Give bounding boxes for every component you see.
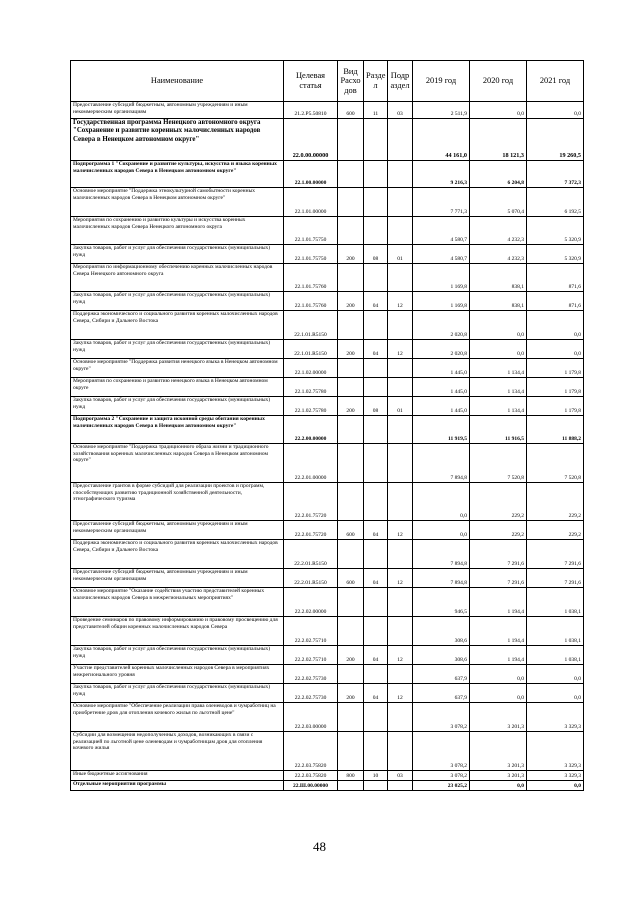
cell-2019: 7 771,3 — [413, 188, 470, 217]
cell-subsection — [388, 188, 413, 217]
cell-expense-kind — [338, 217, 364, 245]
cell-name: Иные бюджетные ассигнования — [71, 771, 284, 781]
cell-2021: 1 179,8 — [527, 359, 584, 378]
cell-subsection: 01 — [388, 245, 413, 264]
cell-2019: 0,0 — [413, 483, 470, 521]
cell-section — [364, 483, 388, 521]
cell-subsection: 12 — [388, 292, 413, 311]
cell-2020: 6 204,8 — [470, 161, 527, 188]
table-row — [71, 665, 584, 684]
cell-2019: 946,5 — [413, 588, 470, 617]
cell-name: Предоставление субсидий бюджетным, автономным учреждениям и иным некоммерческим организациям — [71, 102, 284, 119]
cell-target-article: 22.2.01.R5150 — [284, 540, 338, 569]
cell-2021: 1 038,1 — [527, 617, 584, 646]
table-row — [71, 311, 584, 340]
cell-section: 10 — [364, 771, 388, 781]
cell-2020: 1 134,4 — [470, 378, 527, 397]
table-row — [71, 188, 584, 217]
table-row — [71, 245, 584, 264]
cell-expense-kind — [338, 703, 364, 732]
cell-subsection: 12 — [388, 521, 413, 540]
cell-2020: 7 520,8 — [470, 444, 527, 483]
cell-2020: 3 201,3 — [470, 732, 527, 771]
cell-2019: 1 445,0 — [413, 359, 470, 378]
cell-name: Подпрограмма 1 "Сохранение и развитие культуры, искусства и языка коренных малочисленных народов Севера в Ненецком автономном округе" — [71, 161, 284, 188]
cell-2019: 1 169,8 — [413, 264, 470, 292]
cell-subsection — [388, 217, 413, 245]
cell-name: Мероприятия по сохранению и развитию ненецкого языка в Ненецком автономном округе — [71, 378, 284, 397]
cell-2020: 0,0 — [470, 684, 527, 703]
cell-target-article: 22.1.00.00000 — [284, 161, 338, 188]
column-header-name: Наименование — [71, 61, 284, 102]
cell-name: Основное мероприятие "Оказание содействия участию представителей коренных малочисленных народов Севера в межрегиональных мероприятиях" — [71, 588, 284, 617]
cell-name: Основное мероприятие "Поддержка традиционного образа жизни и традиционного хозяйствования коренных малочисленных народов Севера в Ненецком автономном округе" — [71, 444, 284, 483]
cell-section — [364, 665, 388, 684]
cell-section — [364, 416, 388, 444]
cell-2019: 44 161,0 — [413, 119, 470, 161]
cell-subsection: 03 — [388, 771, 413, 781]
cell-name: Поддержка экономического и социального развития коренных малочисленных народов Севера, Сибири и Дальнего Востока — [71, 540, 284, 569]
column-header-subsection: Подр аздел — [388, 61, 413, 102]
cell-target-article: 22.1.01.R5150 — [284, 340, 338, 359]
cell-expense-kind — [338, 483, 364, 521]
cell-subsection: 03 — [388, 102, 413, 119]
cell-2020: 0,0 — [470, 665, 527, 684]
cell-subsection — [388, 416, 413, 444]
table-row — [71, 416, 584, 444]
cell-2019: 3 078,2 — [413, 703, 470, 732]
cell-target-article: 22.2.01.R5150 — [284, 569, 338, 588]
cell-expense-kind: 600 — [338, 102, 364, 119]
cell-2021: 871,6 — [527, 264, 584, 292]
cell-2021: 229,2 — [527, 483, 584, 521]
cell-2021: 7 291,6 — [527, 540, 584, 569]
cell-2019: 1 445,0 — [413, 397, 470, 416]
cell-target-article: 22.2.01.75720 — [284, 483, 338, 521]
cell-2021: 3 329,3 — [527, 732, 584, 771]
cell-target-article: 22.2.03.75820 — [284, 732, 338, 771]
cell-2019: 637,9 — [413, 684, 470, 703]
cell-section — [364, 188, 388, 217]
cell-subsection — [388, 732, 413, 771]
cell-expense-kind — [338, 188, 364, 217]
table-row — [71, 292, 584, 311]
cell-section — [364, 617, 388, 646]
cell-2019: 11 919,5 — [413, 416, 470, 444]
cell-2021: 1 038,1 — [527, 588, 584, 617]
cell-expense-kind — [338, 264, 364, 292]
cell-2021: 0,0 — [527, 311, 584, 340]
cell-subsection — [388, 540, 413, 569]
column-header-2021: 2021 год — [527, 61, 584, 102]
cell-expense-kind — [338, 311, 364, 340]
cell-expense-kind — [338, 444, 364, 483]
cell-expense-kind — [338, 540, 364, 569]
cell-2021: 19 260,5 — [527, 119, 584, 161]
cell-2020: 3 201,3 — [470, 771, 527, 781]
cell-name: Закупка товаров, работ и услуг для обеспечения государственных (муниципальных) нужд — [71, 397, 284, 416]
cell-2019: 2 020,8 — [413, 340, 470, 359]
budget-table — [70, 60, 584, 791]
cell-2021: 0,0 — [527, 665, 584, 684]
cell-target-article: 22.2.02.75730 — [284, 665, 338, 684]
table-row — [71, 102, 584, 119]
cell-2020: 4 232,3 — [470, 245, 527, 264]
cell-2020: 5 070,4 — [470, 188, 527, 217]
table-row — [71, 378, 584, 397]
cell-name: Закупка товаров, работ и услуг для обеспечения государственных (муниципальных) нужд — [71, 292, 284, 311]
cell-name: Отдельные мероприятия программы — [71, 781, 284, 791]
cell-2019: 4 580,7 — [413, 245, 470, 264]
cell-expense-kind: 200 — [338, 245, 364, 264]
table-row — [71, 444, 584, 483]
cell-expense-kind: 600 — [338, 521, 364, 540]
cell-2021: 1 038,1 — [527, 646, 584, 665]
cell-name: Проведение семинаров по правовому информированию и правовому просвещению для представителей общин коренных малочисленных народов Севера — [71, 617, 284, 646]
cell-name: Субсидии для возмещения недополученных доходов, возникающих в связи с реализацией по льготной цене оленеводам и чумработницам дров для отопления кочевого жилья — [71, 732, 284, 771]
cell-2019: 7 894,8 — [413, 569, 470, 588]
cell-expense-kind: 800 — [338, 771, 364, 781]
cell-subsection: 01 — [388, 397, 413, 416]
cell-expense-kind — [338, 665, 364, 684]
cell-section — [364, 540, 388, 569]
cell-2020: 838,1 — [470, 292, 527, 311]
cell-name: Основное мероприятие "Поддержка этнокультурной самобытности коренных малочисленных народов Севера в Ненецком автономном округе" — [71, 188, 284, 217]
column-header-2019: 2019 год — [413, 61, 470, 102]
cell-2019: 1 445,0 — [413, 378, 470, 397]
cell-2019: 7 894,8 — [413, 540, 470, 569]
cell-expense-kind — [338, 416, 364, 444]
cell-section — [364, 161, 388, 188]
cell-section — [364, 444, 388, 483]
cell-subsection: 12 — [388, 646, 413, 665]
cell-2020: 7 291,6 — [470, 569, 527, 588]
cell-name: Мероприятия по информационному обеспечению коренных малочисленных народов Севера Ненецкого автономного округа — [71, 264, 284, 292]
cell-expense-kind — [338, 119, 364, 161]
cell-2020: 4 232,3 — [470, 217, 527, 245]
page-number: 48 — [313, 839, 326, 854]
cell-2021: 0,0 — [527, 684, 584, 703]
cell-target-article: 22.1.01.00000 — [284, 188, 338, 217]
cell-2019: 308,6 — [413, 617, 470, 646]
cell-section — [364, 588, 388, 617]
cell-2019: 7 894,8 — [413, 444, 470, 483]
cell-2021: 1 179,8 — [527, 378, 584, 397]
cell-target-article: 21.2.P5.50810 — [284, 102, 338, 119]
cell-name: Основное мероприятие "Обеспечение реализации права оленеводов и чумработниц на приобретение дров для отопления кочевого жилья по льготной цене" — [71, 703, 284, 732]
cell-2021: 1 179,8 — [527, 397, 584, 416]
table-row — [71, 569, 584, 588]
cell-section — [364, 311, 388, 340]
cell-subsection — [388, 444, 413, 483]
cell-section: 04 — [364, 646, 388, 665]
cell-section: 04 — [364, 340, 388, 359]
cell-target-article: 22.2.02.00000 — [284, 588, 338, 617]
cell-expense-kind — [338, 378, 364, 397]
cell-target-article: 22.2.02.75710 — [284, 646, 338, 665]
cell-subsection — [388, 311, 413, 340]
cell-section — [364, 732, 388, 771]
cell-target-article: 22.0.00.00000 — [284, 119, 338, 161]
cell-subsection: 12 — [388, 569, 413, 588]
cell-target-article: 22.1.01.75750 — [284, 245, 338, 264]
cell-expense-kind — [338, 588, 364, 617]
cell-name: Закупка товаров, работ и услуг для обеспечения государственных (муниципальных) нужд — [71, 340, 284, 359]
cell-target-article: 22.1.02.00000 — [284, 359, 338, 378]
table-row — [71, 119, 584, 161]
cell-2020: 1 134,4 — [470, 397, 527, 416]
cell-target-article: 22.1.01.75750 — [284, 217, 338, 245]
cell-2021: 3 329,3 — [527, 703, 584, 732]
table-row — [71, 340, 584, 359]
cell-section: 08 — [364, 245, 388, 264]
cell-expense-kind — [338, 161, 364, 188]
cell-2021: 0,0 — [527, 781, 584, 791]
cell-target-article: 22.2.01.75720 — [284, 521, 338, 540]
cell-2021: 5 320,9 — [527, 245, 584, 264]
cell-section — [364, 217, 388, 245]
table-row — [71, 732, 584, 771]
cell-2019: 9 216,3 — [413, 161, 470, 188]
table-row — [71, 359, 584, 378]
cell-name: Поддержка экономического и социального развития коренных малочисленных народов Севера, Сибири и Дальнего Востока — [71, 311, 284, 340]
cell-section: 08 — [364, 397, 388, 416]
cell-name: Участие представителей коренных малочисленных народов Севера в мероприятиях межрегионального уровня — [71, 665, 284, 684]
cell-2019: 0,0 — [413, 521, 470, 540]
cell-subsection: 12 — [388, 684, 413, 703]
cell-section — [364, 359, 388, 378]
cell-2021: 5 320,9 — [527, 217, 584, 245]
cell-2020: 1 194,4 — [470, 617, 527, 646]
cell-2020: 1 194,4 — [470, 646, 527, 665]
table-row — [71, 781, 584, 791]
cell-2021: 0,0 — [527, 102, 584, 119]
cell-section: 04 — [364, 521, 388, 540]
cell-target-article: 22.1.02.75780 — [284, 397, 338, 416]
cell-subsection — [388, 617, 413, 646]
cell-2019: 4 580,7 — [413, 217, 470, 245]
cell-2019: 2 020,8 — [413, 311, 470, 340]
cell-2019: 3 078,2 — [413, 732, 470, 771]
cell-2021: 6 192,5 — [527, 188, 584, 217]
cell-2020: 1 134,4 — [470, 359, 527, 378]
column-header-expense-kind: Вид Расхо дов — [338, 61, 364, 102]
table-row — [71, 703, 584, 732]
cell-subsection — [388, 665, 413, 684]
cell-name: Мероприятия по сохранению и развитию культуры и искусства коренных малочисленных народов Севера Ненецкого автономного округа — [71, 217, 284, 245]
cell-2021: 0,0 — [527, 340, 584, 359]
cell-target-article: 22.1.02.75780 — [284, 378, 338, 397]
table-row — [71, 646, 584, 665]
cell-2020: 229,2 — [470, 521, 527, 540]
cell-section — [364, 119, 388, 161]
cell-2021: 871,6 — [527, 292, 584, 311]
cell-name: Подпрограмма 2 "Сохранение и защита исконной среды обитания коренных малочисленных народов Севера в Ненецком автономном округе" — [71, 416, 284, 444]
table-row — [71, 684, 584, 703]
cell-section — [364, 378, 388, 397]
cell-2020: 838,1 — [470, 264, 527, 292]
cell-2019: 637,9 — [413, 665, 470, 684]
cell-2020: 11 916,5 — [470, 416, 527, 444]
cell-expense-kind — [338, 617, 364, 646]
cell-target-article: 22.Ш.00.00000 — [284, 781, 338, 791]
cell-name: Закупка товаров, работ и услуг для обеспечения государственных (муниципальных) нужд — [71, 684, 284, 703]
cell-subsection — [388, 359, 413, 378]
cell-target-article: 22.1.01.R5150 — [284, 311, 338, 340]
cell-2021: 229,2 — [527, 521, 584, 540]
table-header-row — [71, 61, 584, 102]
cell-2020: 18 121,3 — [470, 119, 527, 161]
cell-target-article: 22.2.02.75710 — [284, 617, 338, 646]
cell-2019: 1 169,8 — [413, 292, 470, 311]
cell-name: Предоставление грантов в форме субсидий для реализации проектов и программ, способствующих развитию традиционной хозяйственной деятельности, этнографического туризма — [71, 483, 284, 521]
table-row — [71, 540, 584, 569]
cell-subsection — [388, 119, 413, 161]
column-header-2020: 2020 год — [470, 61, 527, 102]
cell-name: Закупка товаров, работ и услуг для обеспечения государственных (муниципальных) нужд — [71, 245, 284, 264]
cell-2021: 3 329,3 — [527, 771, 584, 781]
cell-2020: 0,0 — [470, 781, 527, 791]
cell-2021: 11 888,2 — [527, 416, 584, 444]
cell-name: Предоставление субсидий бюджетным, автономным учреждениям и иным некоммерческим организациям — [71, 569, 284, 588]
cell-section — [364, 781, 388, 791]
cell-target-article: 22.2.03.75820 — [284, 771, 338, 781]
cell-2020: 0,0 — [470, 340, 527, 359]
table-row — [71, 264, 584, 292]
cell-2020: 0,0 — [470, 102, 527, 119]
cell-subsection — [388, 161, 413, 188]
cell-expense-kind: 200 — [338, 292, 364, 311]
cell-subsection — [388, 264, 413, 292]
table-row — [71, 483, 584, 521]
cell-target-article: 22.2.02.75730 — [284, 684, 338, 703]
table-row — [71, 771, 584, 781]
cell-subsection — [388, 378, 413, 397]
cell-subsection — [388, 781, 413, 791]
cell-section: 04 — [364, 684, 388, 703]
cell-section: 04 — [364, 292, 388, 311]
cell-subsection — [388, 588, 413, 617]
cell-2019: 3 078,2 — [413, 771, 470, 781]
table-row — [71, 217, 584, 245]
cell-2021: 7 291,6 — [527, 569, 584, 588]
cell-section: 11 — [364, 102, 388, 119]
cell-2019: 2 511,9 — [413, 102, 470, 119]
cell-expense-kind: 200 — [338, 684, 364, 703]
cell-target-article: 22.2.01.00000 — [284, 444, 338, 483]
cell-subsection — [388, 483, 413, 521]
cell-expense-kind: 600 — [338, 569, 364, 588]
cell-expense-kind — [338, 359, 364, 378]
cell-name: Основное мероприятие "Поддержка развития ненецкого языка в Ненецком автономном округе" — [71, 359, 284, 378]
cell-subsection — [388, 703, 413, 732]
cell-name: Закупка товаров, работ и услуг для обеспечения государственных (муниципальных) нужд — [71, 646, 284, 665]
column-header-section: Разде л — [364, 61, 388, 102]
cell-2019: 308,6 — [413, 646, 470, 665]
table-row — [71, 397, 584, 416]
cell-2020: 229,2 — [470, 483, 527, 521]
table-row — [71, 617, 584, 646]
cell-expense-kind — [338, 781, 364, 791]
cell-2020: 0,0 — [470, 311, 527, 340]
cell-2020: 3 201,3 — [470, 703, 527, 732]
cell-2021: 7 520,8 — [527, 444, 584, 483]
cell-section — [364, 703, 388, 732]
table-row — [71, 521, 584, 540]
cell-target-article: 22.1.01.75760 — [284, 264, 338, 292]
cell-2019: 23 025,2 — [413, 781, 470, 791]
table-row — [71, 161, 584, 188]
cell-2021: 7 372,3 — [527, 161, 584, 188]
cell-expense-kind: 200 — [338, 397, 364, 416]
cell-name: Предоставление субсидий бюджетным, автономным учреждениям и иным некоммерческим организациям — [71, 521, 284, 540]
cell-expense-kind — [338, 732, 364, 771]
cell-expense-kind: 200 — [338, 646, 364, 665]
cell-subsection: 12 — [388, 340, 413, 359]
cell-2020: 7 291,6 — [470, 540, 527, 569]
cell-name: Государственная программа Ненецкого автономного округа "Сохранение и развитие коренных малочисленных народов Севера в Ненецком автономном округе" — [71, 119, 284, 161]
cell-target-article: 22.1.01.75760 — [284, 292, 338, 311]
cell-2020: 1 194,4 — [470, 588, 527, 617]
cell-target-article: 22.2.00.00000 — [284, 416, 338, 444]
cell-target-article: 22.2.03.00000 — [284, 703, 338, 732]
cell-section: 04 — [364, 569, 388, 588]
column-header-target-article: Целевая статья — [284, 61, 338, 102]
cell-section — [364, 264, 388, 292]
cell-expense-kind: 200 — [338, 340, 364, 359]
table-row — [71, 588, 584, 617]
